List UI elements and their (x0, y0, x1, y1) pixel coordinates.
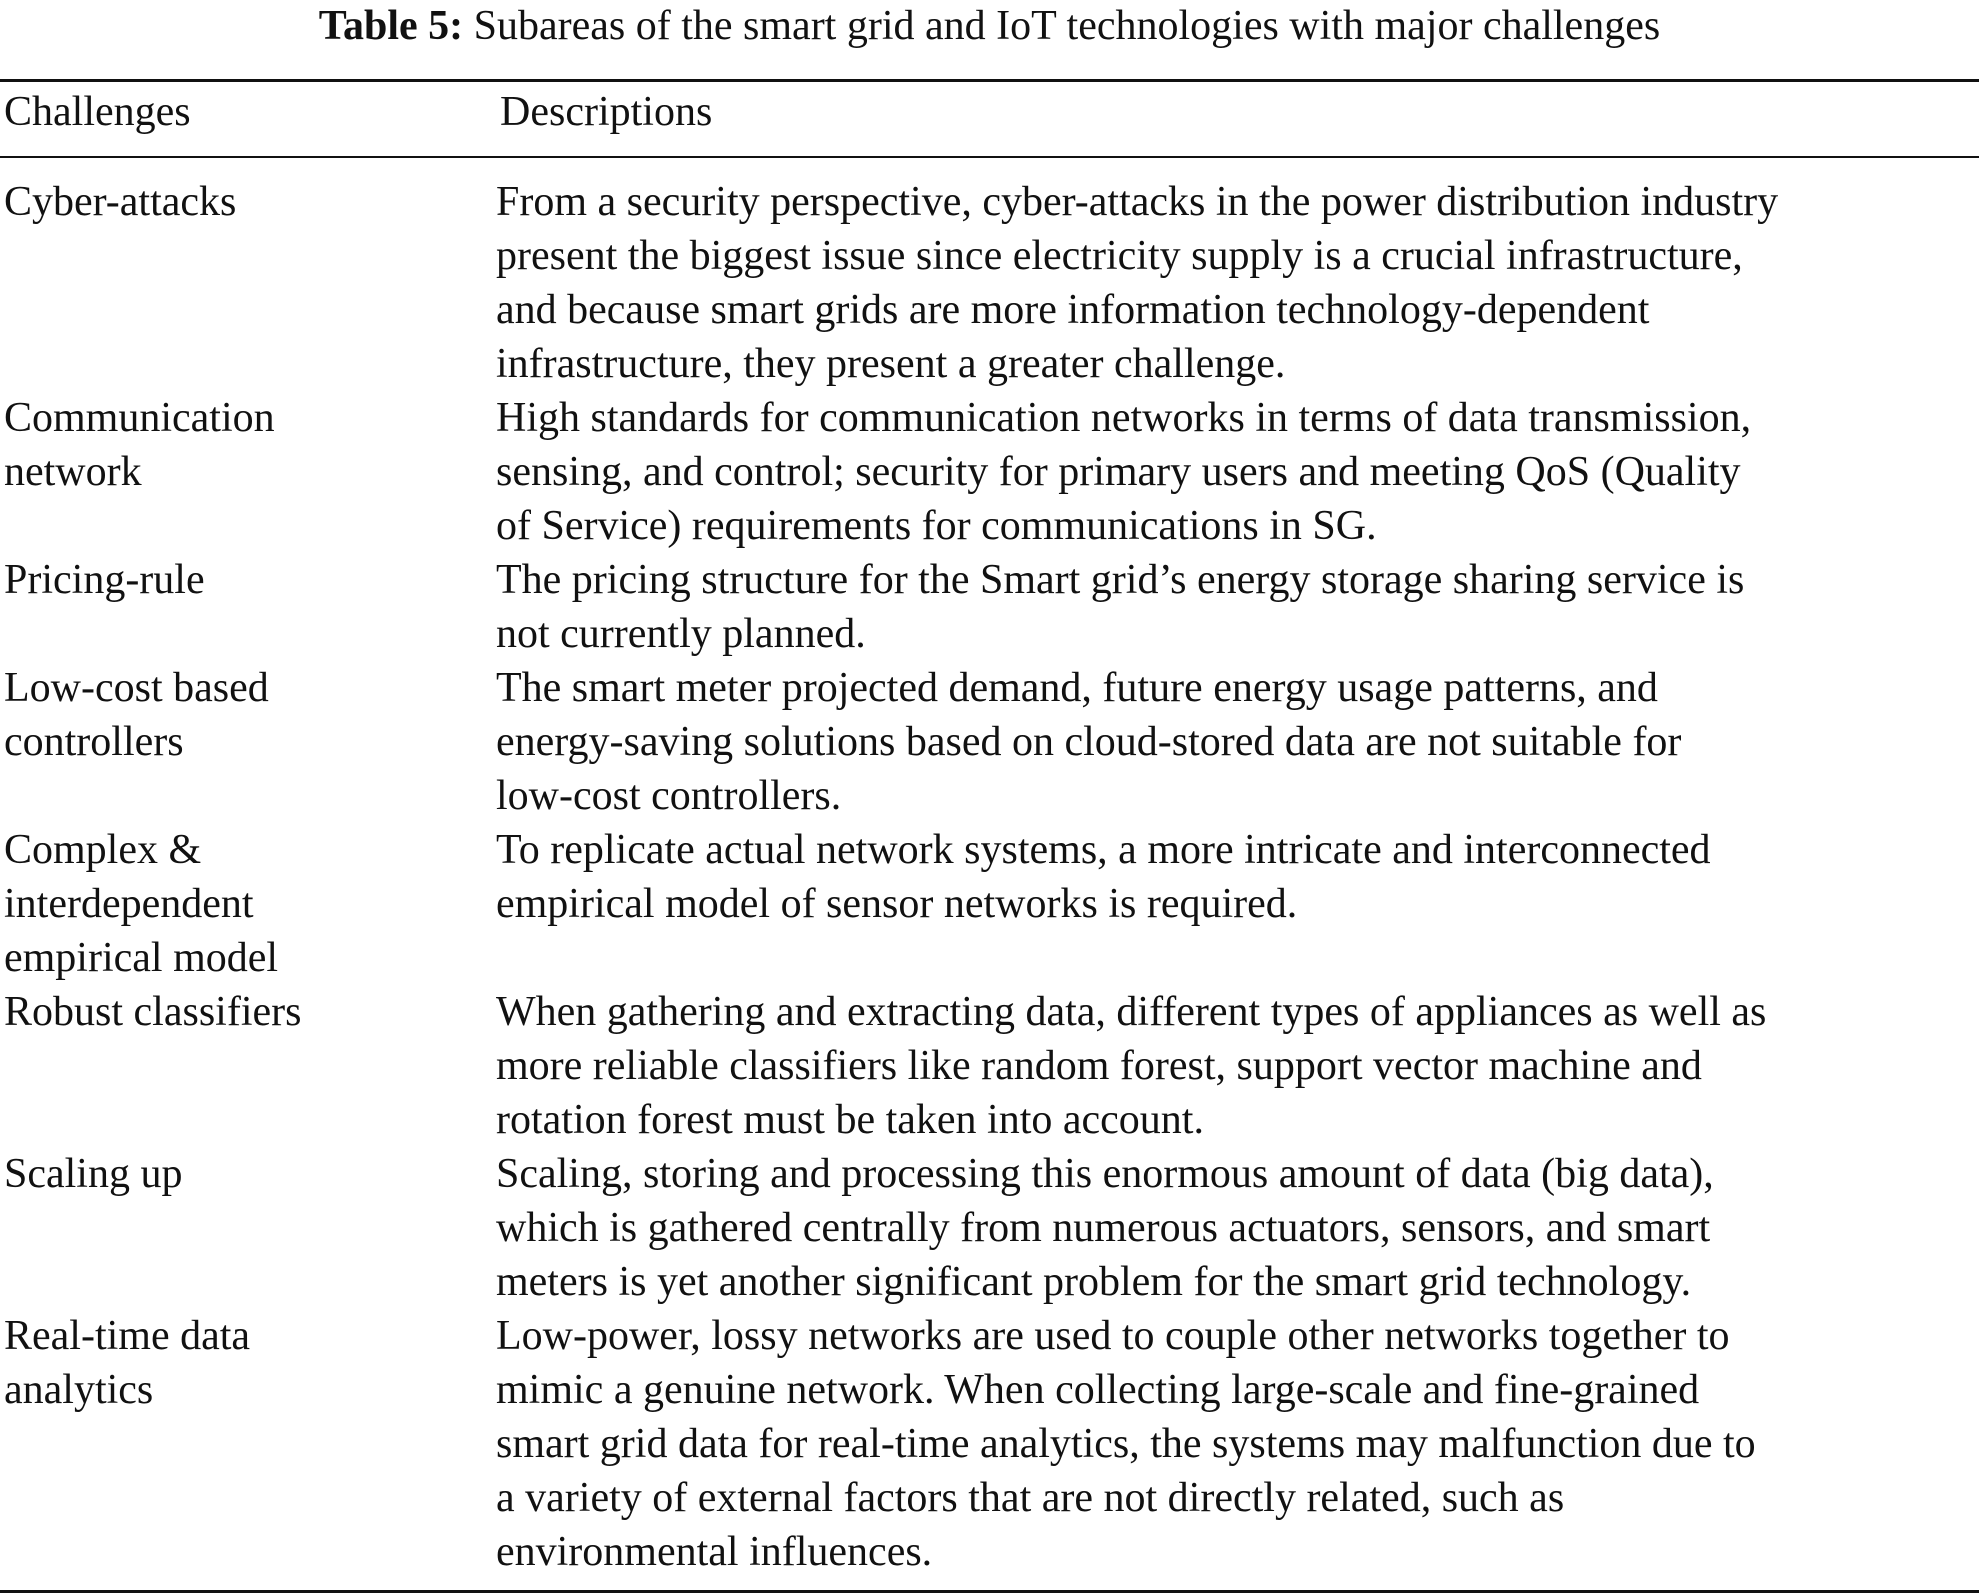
table-caption-label: Table 5: (318, 3, 464, 49)
description-cell: Low-power, lossy networks are used to couple other networks together to mimic a genuine network. When collecting large-scale and fine-grained smart grid data for real-time analytics, the systems may malfunction due to a variety of external factors that are not directly related, such as environmental influences. (496, 1313, 1756, 1575)
table-row (0, 1309, 1979, 1579)
table-row (0, 985, 1979, 1147)
column-header-challenges: Challenges (4, 89, 191, 135)
table-caption (0, 0, 1979, 52)
challenge-cell: Low-cost based controllers (4, 665, 269, 765)
challenge-cell: Real-time data analytics (4, 1313, 251, 1413)
table-row (0, 553, 1979, 661)
description-cell: When gathering and extracting data, different types of appliances as well as more reliable classifiers like random forest, support vector machine and rotation forest must be taken into account. (496, 989, 1767, 1143)
description-cell: High standards for communication networks in terms of data transmission, sensing, and control; security for primary users and meeting QoS (Quality of Service) requirements for communications in SG. (496, 395, 1752, 549)
table-top-rule (0, 79, 1979, 82)
table-body (0, 175, 1979, 1579)
description-cell: The pricing structure for the Smart grid’s energy storage sharing service is not currently planned. (496, 557, 1745, 657)
description-cell: The smart meter projected demand, future energy usage patterns, and energy-saving solutions based on cloud-stored data are not suitable for low-cost controllers. (496, 665, 1682, 819)
challenge-cell: Robust classifiers (4, 989, 302, 1035)
description-cell: From a security perspective, cyber-attacks in the power distribution industry present the biggest issue since electricity supply is a crucial infrastructure, and because smart grids are more information technology-dependent infrastructure, they present a greater challenge. (496, 179, 1779, 387)
table-caption-text: Subareas of the smart grid and IoT technologies with major challenges (473, 3, 1661, 49)
table-header-rule (0, 156, 1979, 158)
challenge-cell: Communication network (4, 395, 275, 495)
challenge-cell: Cyber-attacks (4, 179, 237, 225)
column-header-descriptions: Descriptions (500, 89, 713, 135)
table-row (0, 823, 1979, 985)
table-bottom-rule (0, 1590, 1979, 1593)
challenge-cell: Pricing-rule (4, 557, 205, 603)
challenge-cell: Complex & interdependent empirical model (4, 827, 279, 981)
table-row (0, 175, 1979, 391)
description-cell: Scaling, storing and processing this enormous amount of data (big data), which is gathered centrally from numerous actuators, sensors, and smart meters is yet another significant problem for the smart grid technology. (496, 1151, 1714, 1305)
table-row (0, 1147, 1979, 1309)
description-cell: To replicate actual network systems, a more intricate and interconnected empirical model of sensor networks is required. (496, 827, 1711, 927)
table-row (0, 391, 1979, 553)
challenge-cell: Scaling up (4, 1151, 183, 1197)
table-row (0, 661, 1979, 823)
